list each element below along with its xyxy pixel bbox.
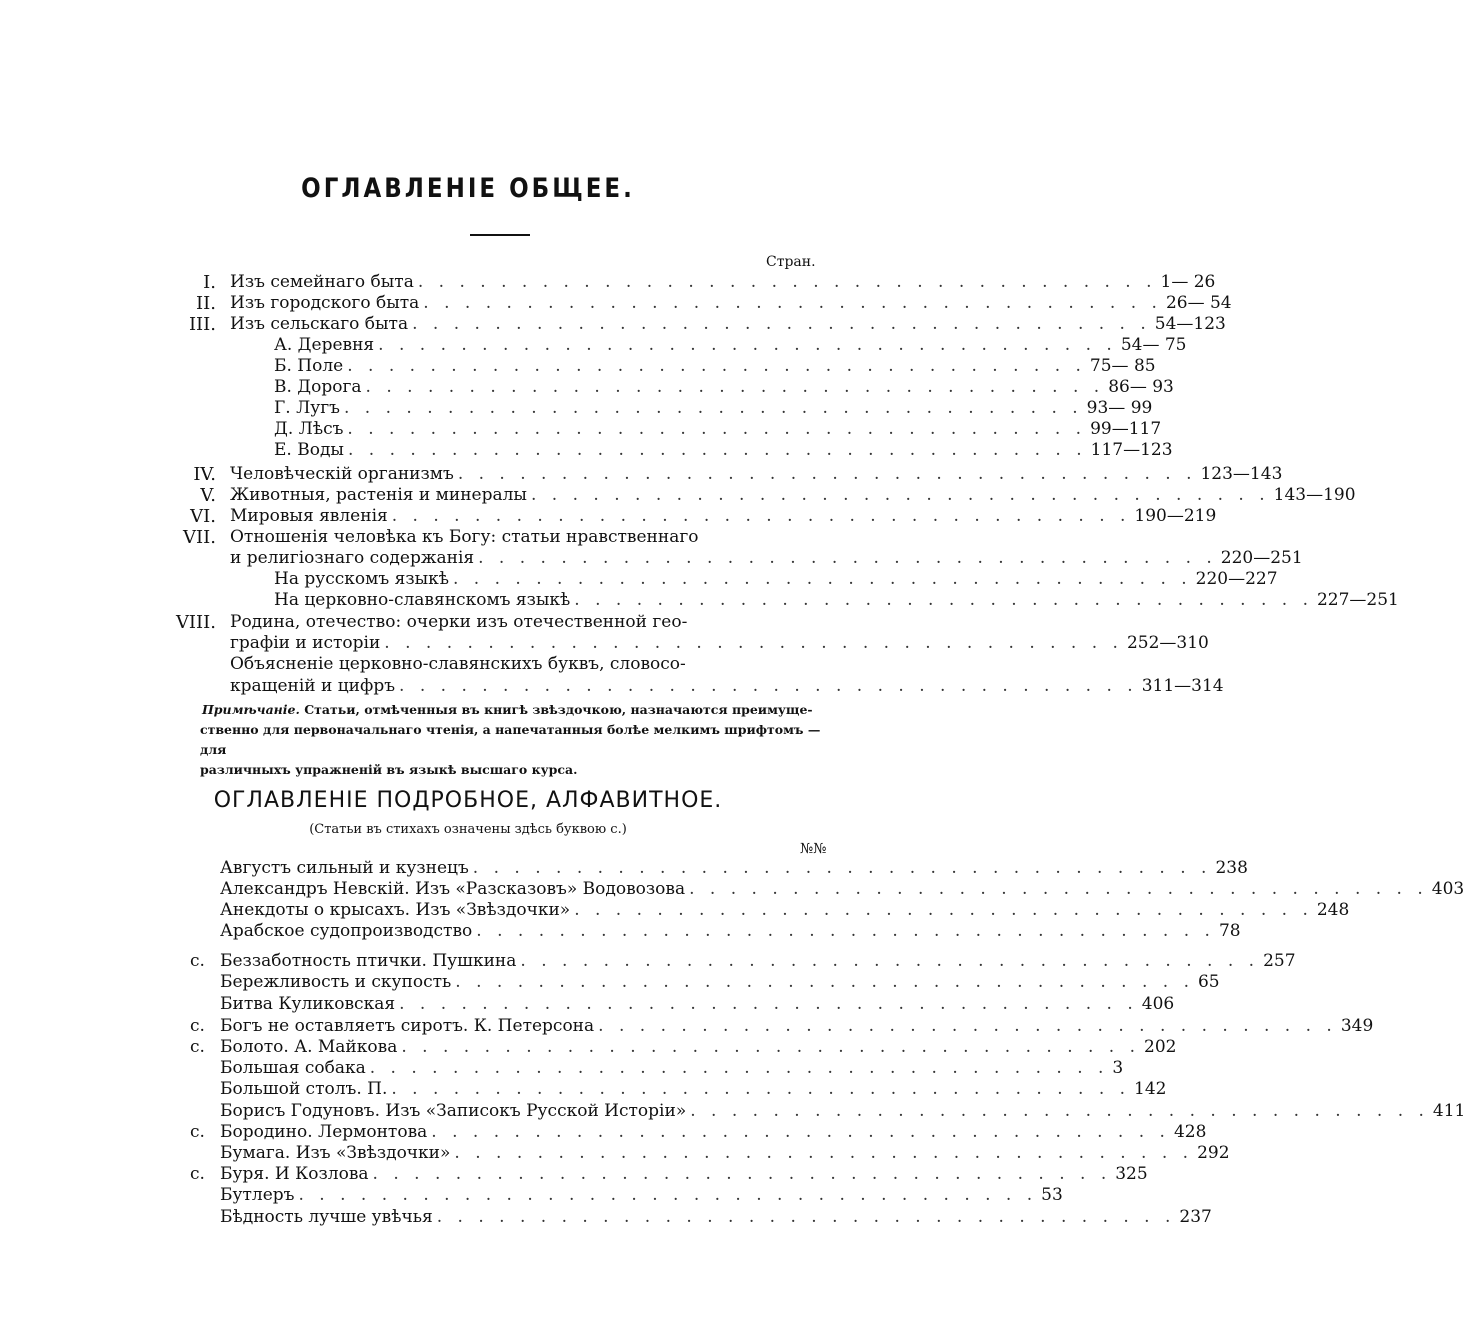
- index-entry: Анекдоты о крысахъ. Изъ «Звѣздочки» . . . . . . . . . . . . . . . . . . . . . . . . . . . . . . . . . . . . 248: [220, 900, 1350, 920]
- index-entry-label: Борисъ Годуновъ. Изъ «Записокъ Русской Исторiи»: [220, 1101, 687, 1121]
- index-entry: Августъ сильный и кузнецъ . . . . . . . . . . . . . . . . . . . . . . . . . . . . . . . . . . . . 238: [220, 858, 1248, 878]
- toc-entry-pages: 220—227: [1195, 569, 1278, 589]
- index-entry: Битва Куликовская . . . . . . . . . . . . . . . . . . . . . . . . . . . . . . . . . . . . 406: [220, 994, 1175, 1014]
- verse-mark: с.: [190, 1037, 205, 1057]
- index-entry-label: Бумага. Изъ «Звѣздочки»: [220, 1143, 451, 1163]
- roman-numeral: VIII.: [175, 612, 216, 633]
- index-entry-label: Анекдоты о крысахъ. Изъ «Звѣздочки»: [220, 900, 571, 920]
- toc-entry-pages: 143—190: [1273, 485, 1356, 505]
- toc-entry-label: Б. Поле: [274, 356, 344, 376]
- toc-entry-label: Животныя, растенiя и минералы: [230, 485, 527, 505]
- toc-subentry: А. Деревня . . . . . . . . . . . . . . . . . . . . . . . . . . . . . . . . . . . . 54— 75: [274, 335, 1187, 355]
- toc-entry: Животныя, растенiя и минералы . . . . . . . . . . . . . . . . . . . . . . . . . . . . . . . . . . . . 143—190: [230, 485, 1356, 505]
- index-entry: Бѣдность лучше увѣчья . . . . . . . . . . . . . . . . . . . . . . . . . . . . . . . . . . . . 237: [220, 1207, 1212, 1227]
- index-entry: Большая собака . . . . . . . . . . . . . . . . . . . . . . . . . . . . . . . . . . . . 3: [220, 1058, 1124, 1078]
- toc-entry-label-line1: Отношенiя человѣка къ Богу: статьи нравственнаго: [230, 527, 699, 547]
- index-entry: Большой столъ. П. . . . . . . . . . . . . . . . . . . . . . . . . . . . . . . . . . . . . 142: [220, 1079, 1167, 1099]
- roman-numeral: I.: [203, 272, 216, 293]
- index-entry: Арабское судопроизводство . . . . . . . . . . . . . . . . . . . . . . . . . . . . . . . . . . . . 78: [220, 921, 1241, 941]
- toc-entry-pages: 252—310: [1126, 633, 1209, 653]
- index-entry-number: 403: [1431, 879, 1465, 899]
- toc-entry-pages: 227—251: [1316, 590, 1399, 610]
- index-entry-number: 411: [1432, 1101, 1465, 1121]
- toc-entry-pages: 26— 54: [1165, 293, 1232, 313]
- toc-entry-pages: 123—143: [1200, 464, 1283, 484]
- toc-entry-label: графiи и исторiи: [230, 633, 381, 653]
- roman-numeral: II.: [196, 293, 216, 314]
- index-entry-number: 428: [1173, 1122, 1207, 1142]
- index-entry: Беззаботность птички. Пушкина . . . . . . . . . . . . . . . . . . . . . . . . . . . . . . . . . . . . 257: [220, 951, 1296, 971]
- index-entry-label: Арабское судопроизводство: [220, 921, 473, 941]
- verse-mark: с.: [190, 1164, 205, 1184]
- toc-subentry: На церковно-славянскомъ языкѣ . . . . . . . . . . . . . . . . . . . . . . . . . . . . . . . . . . . . 227—251: [274, 590, 1399, 610]
- toc-entry: Человѣческiй организмъ . . . . . . . . . . . . . . . . . . . . . . . . . . . . . . . . . . . . 123—143: [230, 464, 1283, 484]
- toc-entry-pages: 86— 93: [1108, 377, 1174, 397]
- verse-mark: с.: [190, 1016, 205, 1036]
- index-entry-number: 248: [1316, 900, 1350, 920]
- toc-entry-label: и религiознаго содержанiя: [230, 548, 475, 568]
- toc-entry: Изъ городского быта . . . . . . . . . . . . . . . . . . . . . . . . . . . . . . . . . . . . 26— 54: [230, 293, 1232, 313]
- index-entry-number: 349: [1340, 1016, 1374, 1036]
- footnote-line: Статьи, отмѣченныя въ книгѣ звѣздочкою, назначаются преимуще-: [304, 702, 813, 717]
- toc-entry-pages: 117—123: [1090, 440, 1173, 460]
- roman-numeral: V.: [200, 485, 216, 506]
- detailed-contents-subtitle: (Статьи въ стихахъ означены здѣсь буквою с.): [309, 822, 627, 837]
- index-entry: Бородино. Лермонтова . . . . . . . . . . . . . . . . . . . . . . . . . . . . . . . . . . . . 428: [220, 1122, 1207, 1142]
- index-entry: Буря. И Козлова . . . . . . . . . . . . . . . . . . . . . . . . . . . . . . . . . . . . 325: [220, 1164, 1148, 1184]
- toc-entry-pages: 220—251: [1220, 548, 1303, 568]
- index-entry-number: 3: [1112, 1058, 1124, 1078]
- verse-mark: с.: [190, 1122, 205, 1142]
- toc-entry-label: Г. Лугъ: [274, 398, 340, 418]
- toc-entry: кращенiй и цифръ . . . . . . . . . . . . . . . . . . . . . . . . . . . . . . . . . . . . 311—314: [230, 676, 1224, 696]
- toc-entry-label: Мировыя явленiя: [230, 506, 388, 526]
- roman-numeral: VII.: [183, 527, 216, 548]
- index-entry-number: 238: [1215, 858, 1248, 878]
- index-entry-label: Битва Куликовская: [220, 994, 396, 1014]
- toc-entry-pages: 93— 99: [1086, 398, 1153, 418]
- toc-entry-label-line1: Объясненiе церковно-славянскихъ буквъ, словосо-: [230, 654, 686, 674]
- pages-column-header: Стран.: [766, 254, 816, 270]
- index-entry-label: Александръ Невскiй. Изъ «Разсказовъ» Водовозова: [220, 879, 686, 899]
- index-entry: Борисъ Годуновъ. Изъ «Записокъ Русской Исторiи» . . . . . . . . . . . . . . . . . . . . . . . . . . . . . . . . . . . . 411: [220, 1101, 1465, 1121]
- toc-entry-pages: 54—123: [1154, 314, 1226, 334]
- toc-entry-label-line1: Родина, отечество: очерки изъ отечественной гео-: [230, 612, 688, 632]
- toc-entry-pages: 311—314: [1141, 676, 1224, 696]
- index-entry: Бутлеръ . . . . . . . . . . . . . . . . . . . . . . . . . . . . . . . . . . . . 53: [220, 1185, 1063, 1205]
- detailed-contents-title: ОГЛАВЛЕНIЕ ПОДРОБНОЕ, АЛФАВИТНОЕ.: [213, 788, 723, 813]
- index-entry-label: Августъ сильный и кузнецъ: [220, 858, 469, 878]
- index-entry: Богъ не оставляетъ сиротъ. К. Петерсона . . . . . . . . . . . . . . . . . . . . . . . . . . . . . . . . . . . . 349: [220, 1016, 1374, 1036]
- footnote: [200, 700, 832, 780]
- toc-entry: и религiознаго содержанiя . . . . . . . . . . . . . . . . . . . . . . . . . . . . . . . . . . . . 220—251: [230, 548, 1303, 568]
- footnote-label: Примѣчанiе.: [202, 702, 300, 717]
- toc-entry: Мировыя явленiя . . . . . . . . . . . . . . . . . . . . . . . . . . . . . . . . . . . . 190—219: [230, 506, 1217, 526]
- toc-subentry: Д. Лѣсъ . . . . . . . . . . . . . . . . . . . . . . . . . . . . . . . . . . . . 99—117: [274, 419, 1162, 439]
- toc-entry-label: Е. Воды: [274, 440, 344, 460]
- toc-entry-label: На русскомъ языкѣ: [274, 569, 449, 589]
- index-entry-number: 78: [1218, 921, 1241, 941]
- toc-entry: Изъ семейнаго быта . . . . . . . . . . . . . . . . . . . . . . . . . . . . . . . . . . . . 1— 26: [230, 272, 1216, 292]
- toc-entry-pages: 99—117: [1090, 419, 1162, 439]
- toc-entry: Изъ сельскаго быта . . . . . . . . . . . . . . . . . . . . . . . . . . . . . . . . . . . . 54—123: [230, 314, 1226, 334]
- index-entry-label: Буря. И Козлова: [220, 1164, 369, 1184]
- index-entry-number: 53: [1041, 1185, 1063, 1205]
- roman-numeral: IV.: [193, 464, 216, 485]
- index-entry-label: Бѣдность лучше увѣчья: [220, 1207, 433, 1227]
- index-entry-label: Бережливость и скупость: [220, 972, 452, 992]
- footnote-line: ственно для первоначальнаго чтенiя, а напечатанныя болѣе мелкимъ шрифтомъ — для: [200, 722, 821, 757]
- toc-entry-pages: 190—219: [1134, 506, 1217, 526]
- index-entry: Александръ Невскiй. Изъ «Разсказовъ» Водовозова . . . . . . . . . . . . . . . . . . . . . . . . . . . . . . . . . . . . 403: [220, 879, 1465, 899]
- toc-subentry: Г. Лугъ . . . . . . . . . . . . . . . . . . . . . . . . . . . . . . . . . . . . 93— 99: [274, 398, 1153, 418]
- footnote-line: различныхъ упражненiй въ языкѣ высшаго курса.: [200, 762, 578, 777]
- index-entry-label: Большая собака: [220, 1058, 366, 1078]
- index-entry-number: 65: [1197, 972, 1220, 992]
- roman-numeral: VI.: [190, 506, 216, 527]
- index-entry-number: 202: [1144, 1037, 1177, 1057]
- index-entry: Болото. А. Майкова . . . . . . . . . . . . . . . . . . . . . . . . . . . . . . . . . . . . 202: [220, 1037, 1177, 1057]
- index-entry-label: Бородино. Лермонтова: [220, 1122, 428, 1142]
- toc-entry-pages: 54— 75: [1120, 335, 1187, 355]
- toc-entry-label: В. Дорога: [274, 377, 362, 397]
- index-entry-label: Беззаботность птички. Пушкина: [220, 951, 517, 971]
- index-entry-label: Бутлеръ: [220, 1185, 295, 1205]
- numbers-column-header: №№: [800, 841, 827, 857]
- index-entry-number: 292: [1197, 1143, 1230, 1163]
- index-entry-label: Большой столъ. П.: [220, 1079, 388, 1099]
- index-entry-number: 142: [1134, 1079, 1167, 1099]
- index-entry-number: 257: [1263, 951, 1296, 971]
- toc-entry-label: Д. Лѣсъ: [274, 419, 344, 439]
- toc-entry-pages: 75— 85: [1089, 356, 1156, 376]
- index-entry: Бумага. Изъ «Звѣздочки» . . . . . . . . . . . . . . . . . . . . . . . . . . . . . . . . . . . . 292: [220, 1143, 1230, 1163]
- toc-entry-label: Человѣческiй организмъ: [230, 464, 454, 484]
- toc-entry-label: А. Деревня: [274, 335, 375, 355]
- toc-entry-label: Изъ сельскаго быта: [230, 314, 409, 334]
- general-contents-title: ОГЛАВЛЕНIЕ ОБЩЕЕ.: [301, 174, 635, 204]
- verse-mark: с.: [190, 951, 205, 971]
- toc-entry-label: Изъ городского быта: [230, 293, 420, 313]
- index-entry-number: 237: [1179, 1207, 1212, 1227]
- title-rule: [470, 234, 530, 236]
- toc-subentry: В. Дорога . . . . . . . . . . . . . . . . . . . . . . . . . . . . . . . . . . . . 86— 93: [274, 377, 1174, 397]
- toc-entry-label: На церковно-славянскомъ языкѣ: [274, 590, 571, 610]
- index-entry: Бережливость и скупость . . . . . . . . . . . . . . . . . . . . . . . . . . . . . . . . . . . . 65: [220, 972, 1220, 992]
- toc-entry: графiи и исторiи . . . . . . . . . . . . . . . . . . . . . . . . . . . . . . . . . . . . 252—310: [230, 633, 1209, 653]
- toc-entry-label: Изъ семейнаго быта: [230, 272, 414, 292]
- index-entry-label: Болото. А. Майкова: [220, 1037, 398, 1057]
- index-entry-number: 325: [1115, 1164, 1148, 1184]
- index-entry-number: 406: [1141, 994, 1175, 1014]
- index-entry-label: Богъ не оставляетъ сиротъ. К. Петерсона: [220, 1016, 595, 1036]
- toc-subentry: Е. Воды . . . . . . . . . . . . . . . . . . . . . . . . . . . . . . . . . . . . 117—123: [274, 440, 1173, 460]
- roman-numeral: III.: [188, 314, 216, 335]
- toc-subentry: Б. Поле . . . . . . . . . . . . . . . . . . . . . . . . . . . . . . . . . . . . 75— 85: [274, 356, 1156, 376]
- toc-entry-pages: 1— 26: [1160, 272, 1216, 292]
- toc-subentry: На русскомъ языкѣ . . . . . . . . . . . . . . . . . . . . . . . . . . . . . . . . . . . . 220—227: [274, 569, 1278, 589]
- toc-entry-label: кращенiй и цифръ: [230, 676, 396, 696]
